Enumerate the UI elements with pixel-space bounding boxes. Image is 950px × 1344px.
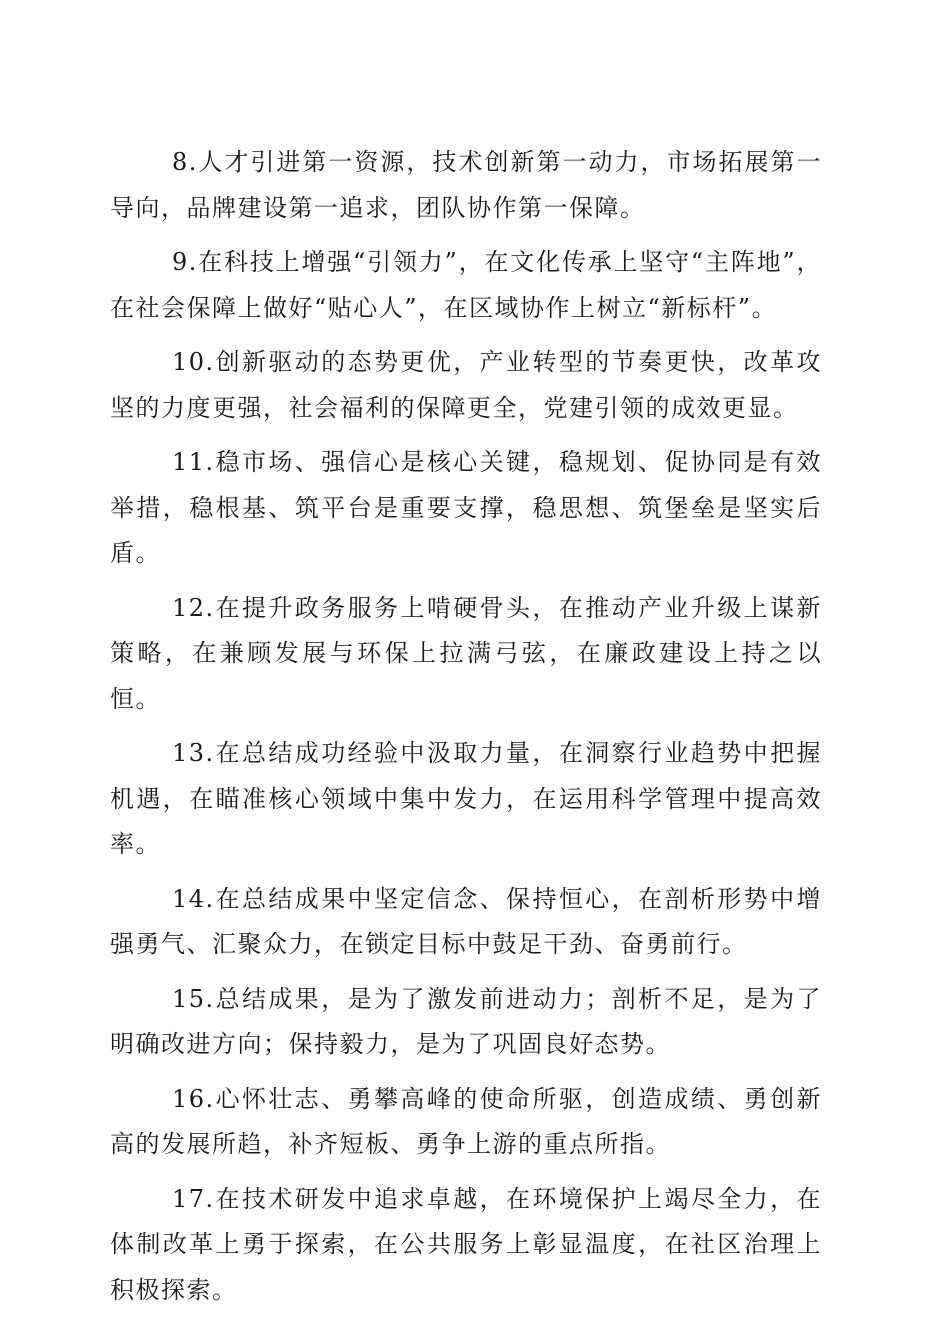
paragraph-13: 13.在总结成功经验中汲取力量，在洞察行业趋势中把握机遇，在瞄准核心领域中集中发力，在运用科学管理中提高效率。 xyxy=(110,739,822,858)
paragraph-9: 9.在科技上增强“引领力”，在文化传承上坚守“主阵地”，在社会保障上做好“贴心人”，在区域协作上树立“新标杆”。 xyxy=(110,248,822,322)
paragraph-14: 14.在总结成果中坚定信念、保持恒心，在剖析形势中增强勇气、汇聚众力，在锁定目标中鼓足干劲、奋勇前行。 xyxy=(110,884,822,958)
paragraph-16: 16.心怀壮志、勇攀高峰的使命所驱，创造成绩、勇创新高的发展所趋，补齐短板、勇争上游的重点所指。 xyxy=(110,1084,822,1158)
paragraph-12: 12.在提升政务服务上啃硬骨头，在推动产业升级上谋新策略，在兼顾发展与环保上拉满弓弦，在廉政建设上持之以恒。 xyxy=(110,593,822,713)
paragraph-17: 17.在技术研发中追求卓越，在环境保护上竭尽全力，在体制改革上勇于探索，在公共服务上彰显温度，在社区治理上积极探索。 xyxy=(110,1184,822,1304)
paragraph-8: 8.人才引进第一资源，技术创新第一动力，市场拓展第一导向，品牌建设第一追求，团队协作第一保障。 xyxy=(110,148,822,222)
document-body xyxy=(110,140,822,1322)
paragraph-11: 11.稳市场、强信心是核心关键，稳规划、促协同是有效举措，稳根基、筑平台是重要支撑，稳思想、筑堡垒是坚实后盾。 xyxy=(110,448,822,567)
paragraph-10: 10.创新驱动的态势更优，产业转型的节奏更快，改革攻坚的力度更强，社会福利的保障更全，党建引领的成效更显。 xyxy=(110,348,822,422)
paragraph-15: 15.总结成果，是为了激发前进动力；剖析不足，是为了明确改进方向；保持毅力，是为了巩固良好态势。 xyxy=(110,984,822,1058)
